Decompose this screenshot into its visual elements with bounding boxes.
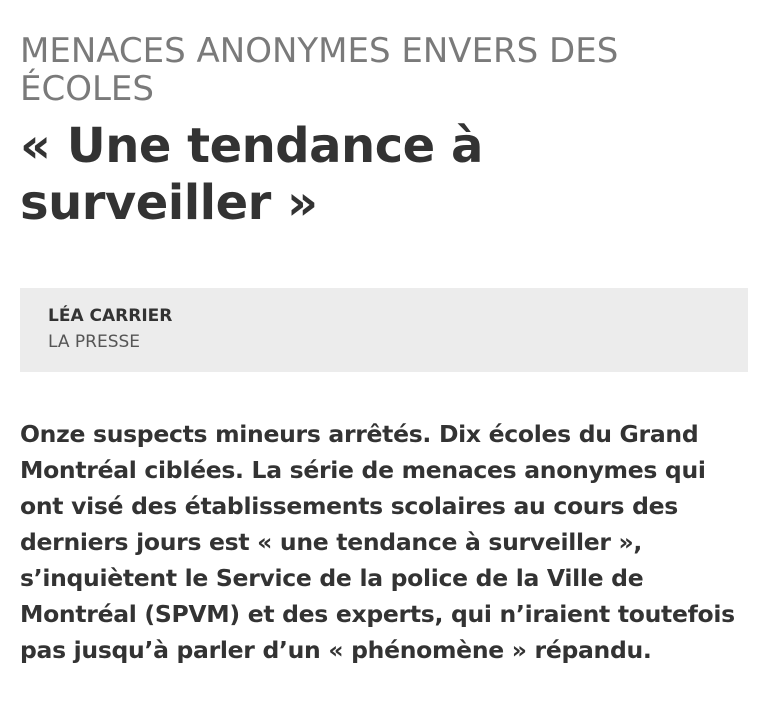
article [20, 0, 748, 668]
article-lede: Onze suspects mineurs arrêtés. Dix écoles du Grand Montréal ciblées. La série de menaces anonymes qui ont visé des établissements scolaires au cours des derniers jours est « une tendance à surveiller », s’inquiètent le Service de la police de la Ville de Montréal (SPVM) et des experts, qui n’iraient toutefois pas jusqu’à parler d’un « phénomène » répandu. [20, 420, 735, 664]
byline-box [20, 288, 748, 372]
byline-source: LA PRESSE [48, 332, 141, 352]
byline-author[interactable]: LÉA CARRIER [48, 306, 173, 326]
article-headline: « Une tendance à surveiller » [20, 118, 483, 231]
article-kicker: MENACES ANONYMES ENVERS DES ÉCOLES [20, 31, 619, 109]
